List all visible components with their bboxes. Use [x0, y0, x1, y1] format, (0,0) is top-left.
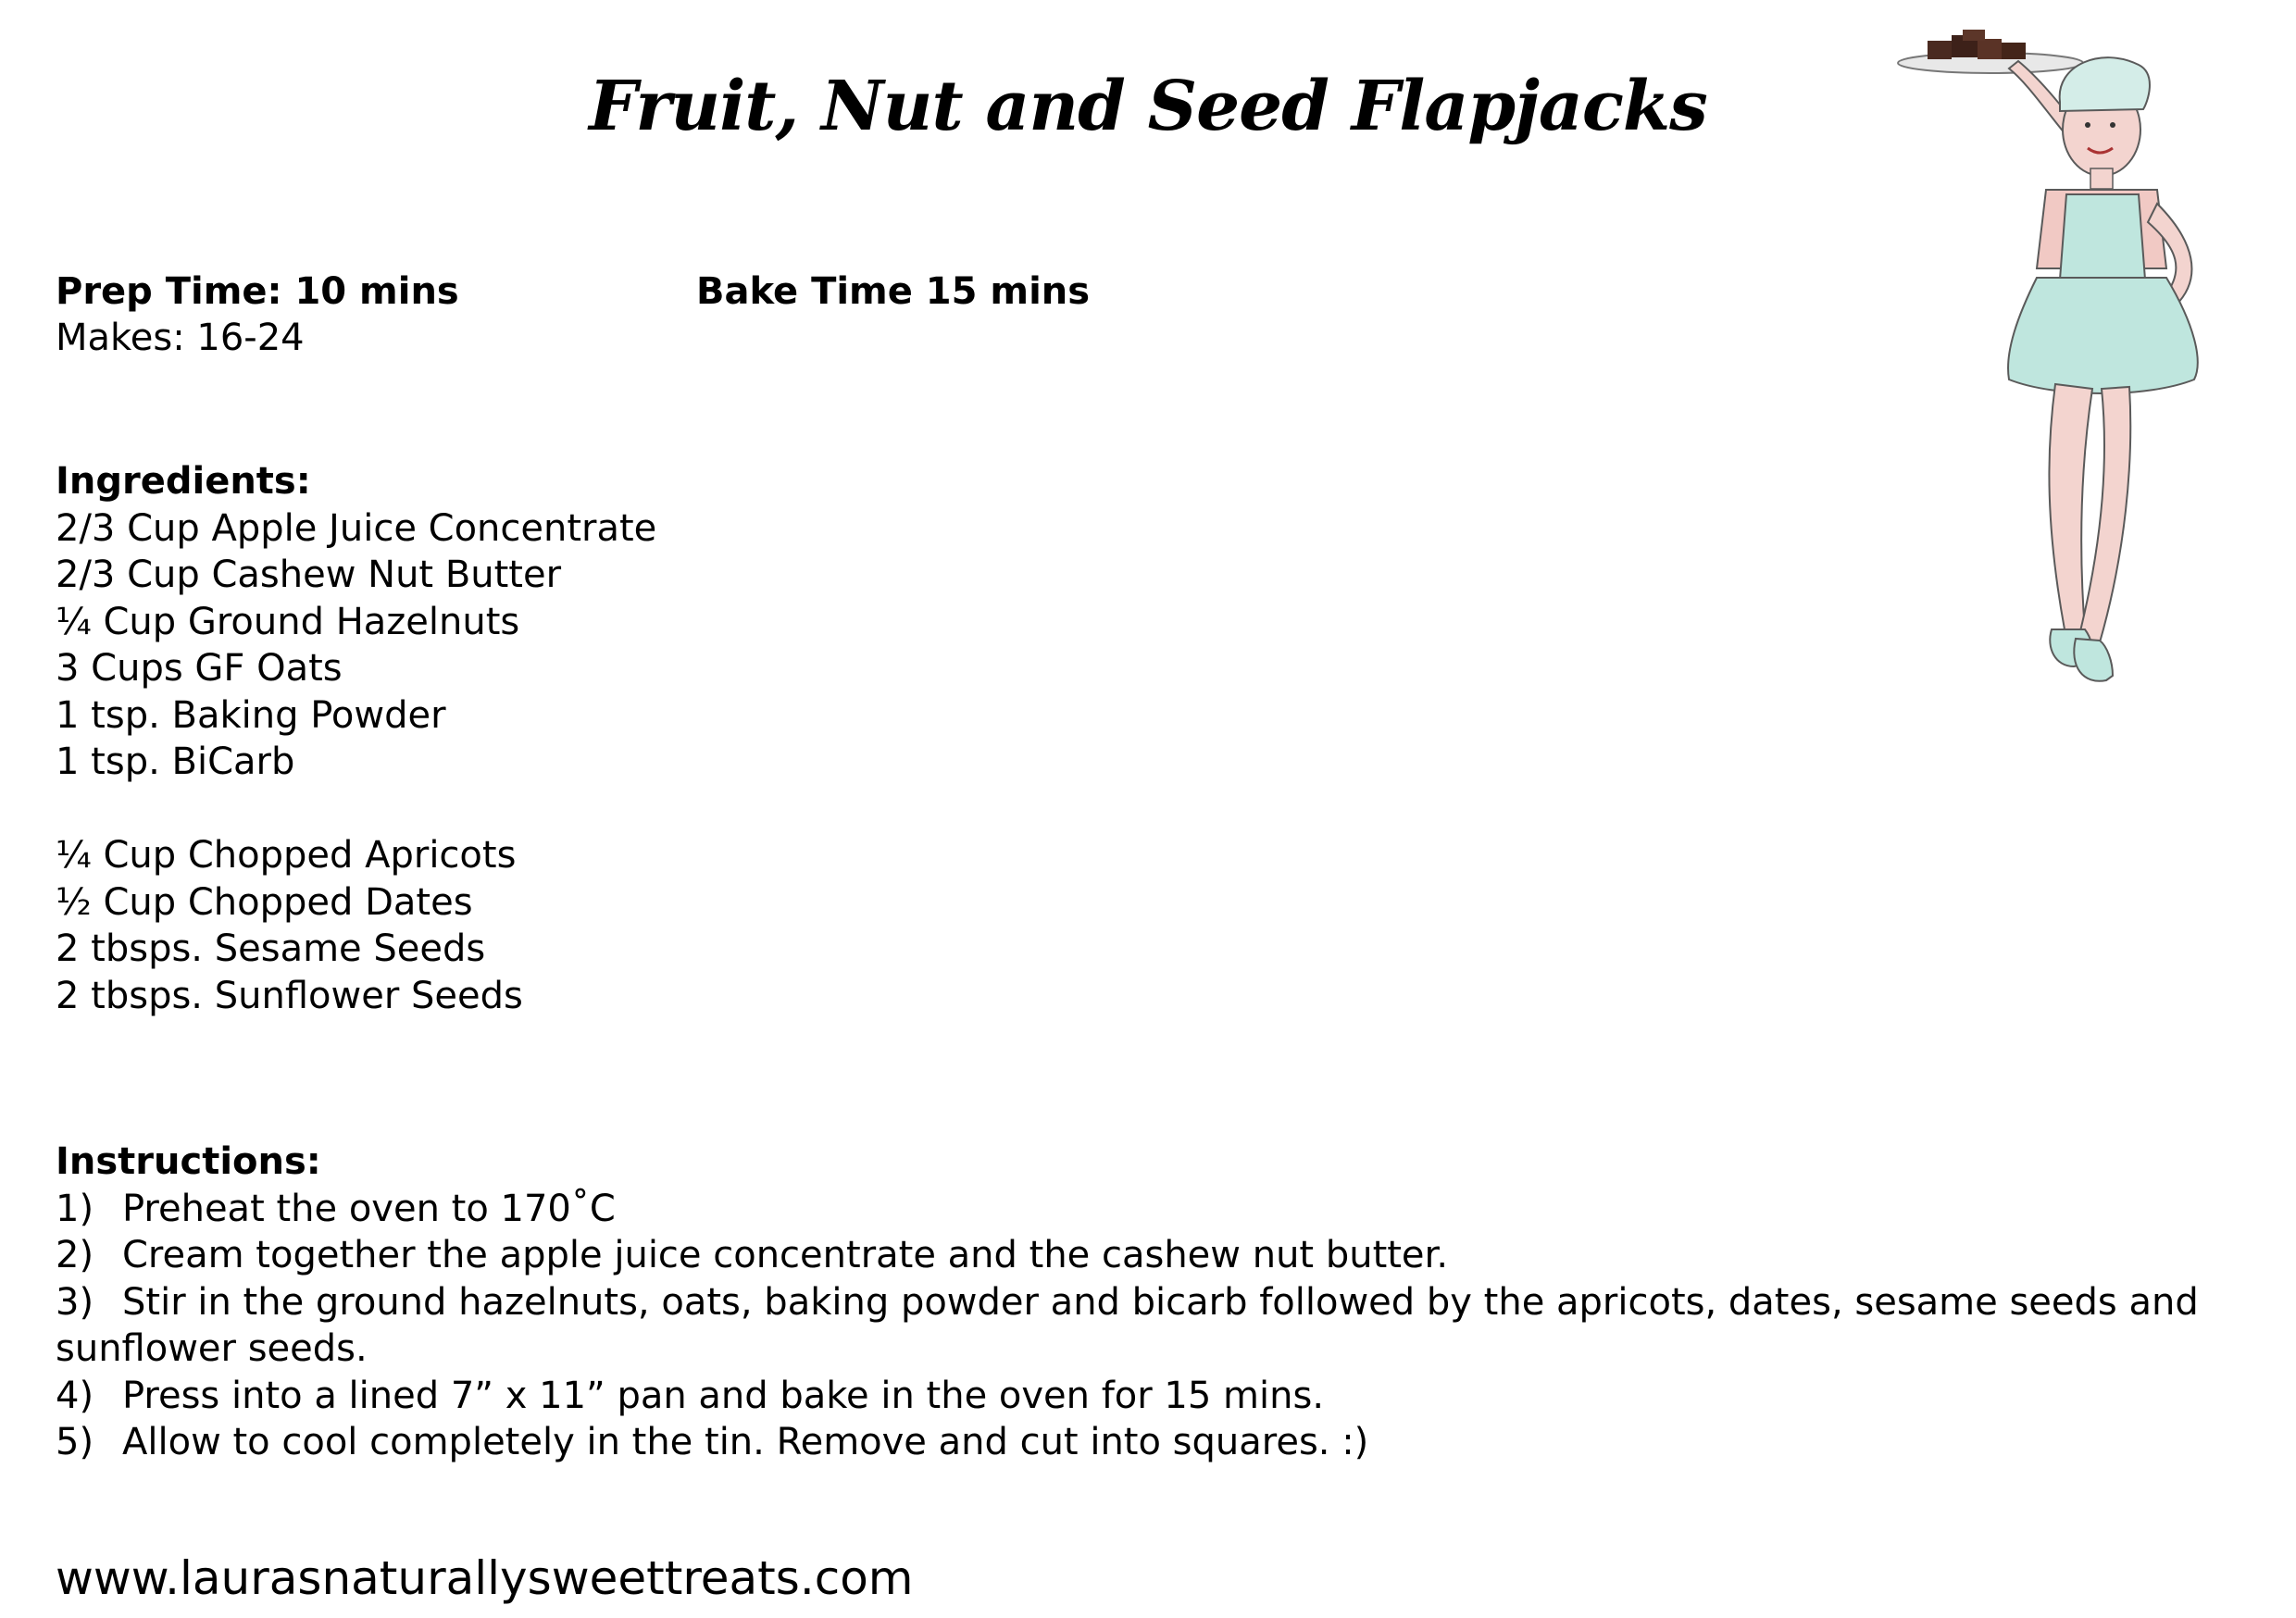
step-number: 2): [56, 1234, 94, 1276]
spacer: [56, 786, 656, 833]
step-text: Stir in the ground hazelnuts, oats, baking powder and bicarb followed by the apricots, dates, sesame seeds and sunflower seeds.: [56, 1280, 2199, 1370]
leg-icon: [2049, 384, 2092, 631]
shoe-icon: [2074, 639, 2113, 681]
makes: Makes: 16-24: [56, 317, 305, 359]
recipe-title: Fruit, Nut and Seed Flapjacks: [589, 67, 1707, 146]
step-number: 4): [56, 1374, 94, 1417]
instruction-step: [56, 1232, 2259, 1279]
ingredient-item: 2/3 Cup Cashew Nut Butter: [56, 554, 562, 596]
step-text: Preheat the oven to 170˚C: [122, 1187, 616, 1230]
ingredient-item: 2/3 Cup Apple Juice Concentrate: [56, 506, 657, 550]
website-url[interactable]: www.laurasnaturallysweettreats.com: [56, 1551, 914, 1605]
ingredients-heading: Ingredients:: [56, 460, 311, 503]
brownies-icon: [1928, 30, 2026, 59]
instruction-step: [56, 1373, 2259, 1420]
step-number: 1): [56, 1187, 94, 1230]
instructions-section: [56, 1139, 2259, 1466]
step-text: Allow to cool completely in the tin. Remove and cut into squares. :): [122, 1421, 1369, 1463]
ingredients-section: [56, 458, 656, 1019]
skirt-icon: [2008, 278, 2198, 393]
step-text: Press into a lined 7” x 11” pan and bake in the oven for 15 mins.: [122, 1374, 1325, 1417]
instructions-heading: Instructions:: [56, 1140, 321, 1183]
step-text: Cream together the apple juice concentrate and the cashew nut butter.: [122, 1234, 1449, 1276]
instruction-step: [56, 1186, 2259, 1233]
pinup-baker-illustration: [1870, 28, 2277, 713]
ingredient-item: ¼ Cup Ground Hazelnuts: [56, 600, 520, 643]
ingredient-item: 2 tbsps. Sesame Seeds: [56, 927, 486, 970]
step-number: 3): [56, 1280, 94, 1324]
step-number: 5): [56, 1421, 94, 1463]
ingredient-item: 1 tsp. BiCarb: [56, 741, 295, 783]
ingredient-item: ¼ Cup Chopped Apricots: [56, 834, 517, 877]
ingredient-item: 3 Cups GF Oats: [56, 647, 343, 690]
instruction-step: [56, 1419, 2259, 1466]
bake-time: Bake Time 15 mins: [696, 270, 1091, 313]
recipe-meta: [56, 268, 459, 361]
ingredient-item: 1 tsp. Baking Powder: [56, 693, 446, 737]
ingredient-item: ½ Cup Chopped Dates: [56, 880, 473, 924]
instruction-step: [56, 1279, 2259, 1373]
prep-time: Prep Time: 10 mins: [56, 270, 459, 313]
ingredient-item: 2 tbsps. Sunflower Seeds: [56, 974, 523, 1017]
